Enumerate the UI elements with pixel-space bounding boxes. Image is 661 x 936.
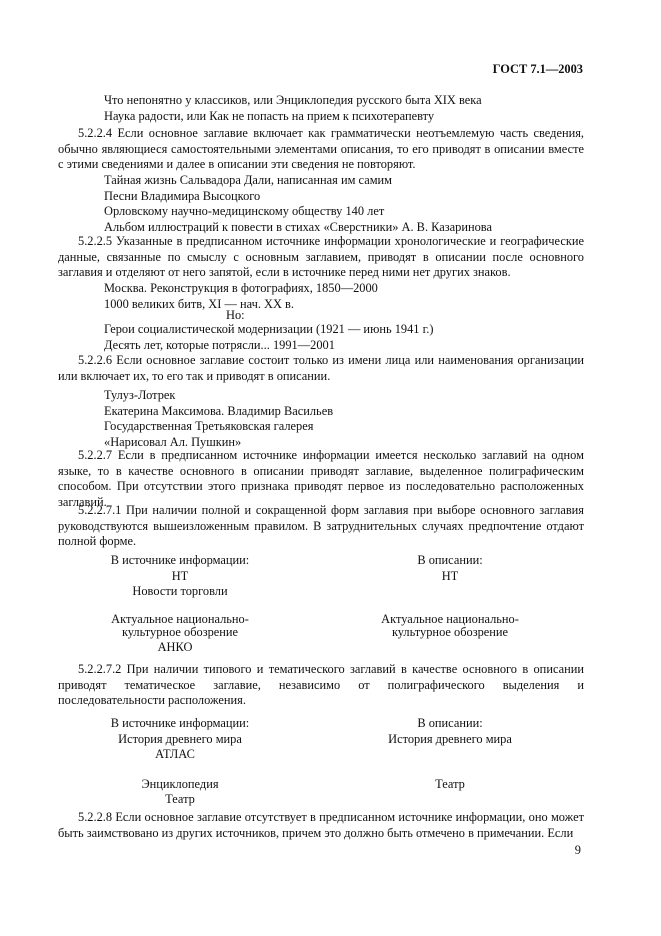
- table1-left-cell: Актуальное национально-: [111, 612, 249, 626]
- example-line: Десять лет, которые потрясли... 1991—2001: [104, 337, 335, 352]
- example-list: [104, 388, 333, 450]
- example-line: Альбом иллюстраций к повести в стихах «Сверстники» А. В. Казаринова: [104, 219, 492, 234]
- table1-left-cell: Новости торговли: [132, 584, 228, 598]
- example-list: [104, 173, 492, 235]
- example-line: Тулуз-Лотрек: [104, 388, 176, 402]
- example-line: Москва. Реконструкция в фотографиях, 1850—2000: [104, 281, 378, 295]
- example-line: 1000 великих битв, XI — нач. XX в.: [104, 296, 294, 311]
- paragraph-5-2-2-7-2: 5.2.2.7.2 При наличии типового и тематического заглавий в качестве основного в описании приводят тематическое заглавие, независимо от полиграфического выделения и последовательности расположения.: [58, 662, 584, 708]
- table1-left-heading: В источнике информации:: [110, 553, 250, 567]
- example-line: Герои социалистической модернизации (1921 — июнь 1941 г.): [104, 322, 434, 336]
- example-line: Екатерина Максимова. Владимир Васильев: [104, 403, 334, 418]
- example-list: [104, 322, 434, 353]
- paragraph-5-2-2-4: 5.2.2.4 Если основное заглавие включает как грамматически неотъемлемую часть сведения, обычно являющиеся самостоятельными элементами описания, то его приводят в описании вместе с этими сведениями и далее в описании эти сведения не повторяют.: [58, 126, 584, 172]
- table2-left-cell: Театр: [165, 792, 195, 806]
- table2-left-cell: АТЛАС: [155, 747, 195, 761]
- table2-right-cell: Театр: [435, 777, 465, 791]
- example-line: Государственная Третьяковская галерея: [104, 419, 314, 434]
- example-line: Что непонятно у классиков, или Энциклопедия русского быта XIX века: [104, 93, 482, 107]
- example-line: Наука радости, или Как не попасть на прием к психотерапевту: [104, 108, 435, 123]
- paragraph-5-2-2-8: 5.2.2.8 Если основное заглавие отсутствует в предписанном источнике информации, оно может быть заимствовано из других источников, причем это должно быть отмечено в примечании. Если: [58, 810, 584, 840]
- paragraph-5-2-2-7-1: 5.2.2.7.1 При наличии полной и сокращенной форм заглавия при выборе основного заглавия руководствуются вышеизложенным правилом. В затруднительных случаях предпочтение отдают полной форме.: [58, 503, 584, 549]
- page-number: 9: [574, 843, 581, 857]
- table1-left-cell: НТ: [171, 569, 189, 583]
- table1-right-heading: В описании:: [417, 553, 483, 567]
- example-line: Тайная жизнь Сальвадора Дали, написанная им самим: [104, 173, 393, 187]
- table1-right-cell: культурное обозрение: [391, 625, 509, 639]
- page-header: ГОСТ 7.1—2003: [492, 62, 583, 76]
- paragraph-5-2-2-6: 5.2.2.6 Если основное заглавие состоит только из имени лица или наименования организации или включает их, то его так и приводят в описании.: [58, 353, 584, 383]
- table2-left-cell: История древнего мира: [118, 732, 242, 746]
- table1-left-cell: АНКО: [157, 640, 193, 654]
- table2-left-cell: Энциклопедия: [141, 777, 219, 791]
- paragraph-5-2-2-7: 5.2.2.7 Если в предписанном источнике информации имеется несколько заглавий на одном языке, то в качестве основного в описании приводят заглавие, выделенное полиграфическим способом. При отсутствии этого признака приводят первое из последовательно расположенных заглавий.: [58, 448, 584, 509]
- table2-left-heading: В источнике информации:: [110, 716, 250, 730]
- but-label: Но:: [226, 308, 245, 322]
- example-line: «Нарисовал Ал. Пушкин»: [104, 434, 242, 449]
- table1-left-cell: культурное обозрение: [121, 625, 239, 639]
- example-list: [104, 93, 482, 124]
- table1-right-cell: Актуальное национально-: [381, 612, 519, 626]
- example-line: Орловскому научно-медицинскому обществу 140 лет: [104, 204, 385, 219]
- table2-right-cell: История древнего мира: [388, 732, 512, 746]
- table1-right-cell: НТ: [441, 569, 459, 583]
- table2-right-heading: В описании:: [417, 716, 483, 730]
- paragraph-5-2-2-5: 5.2.2.5 Указанные в предписанном источнике информации хронологические и географические данные, связанные по смыслу с основным заглавием, приводят в описании после основного заглавия и отделяют от него запятой, если в источнике перед ними нет других знаков.: [58, 234, 584, 280]
- example-line: Песни Владимира Высоцкого: [104, 188, 261, 203]
